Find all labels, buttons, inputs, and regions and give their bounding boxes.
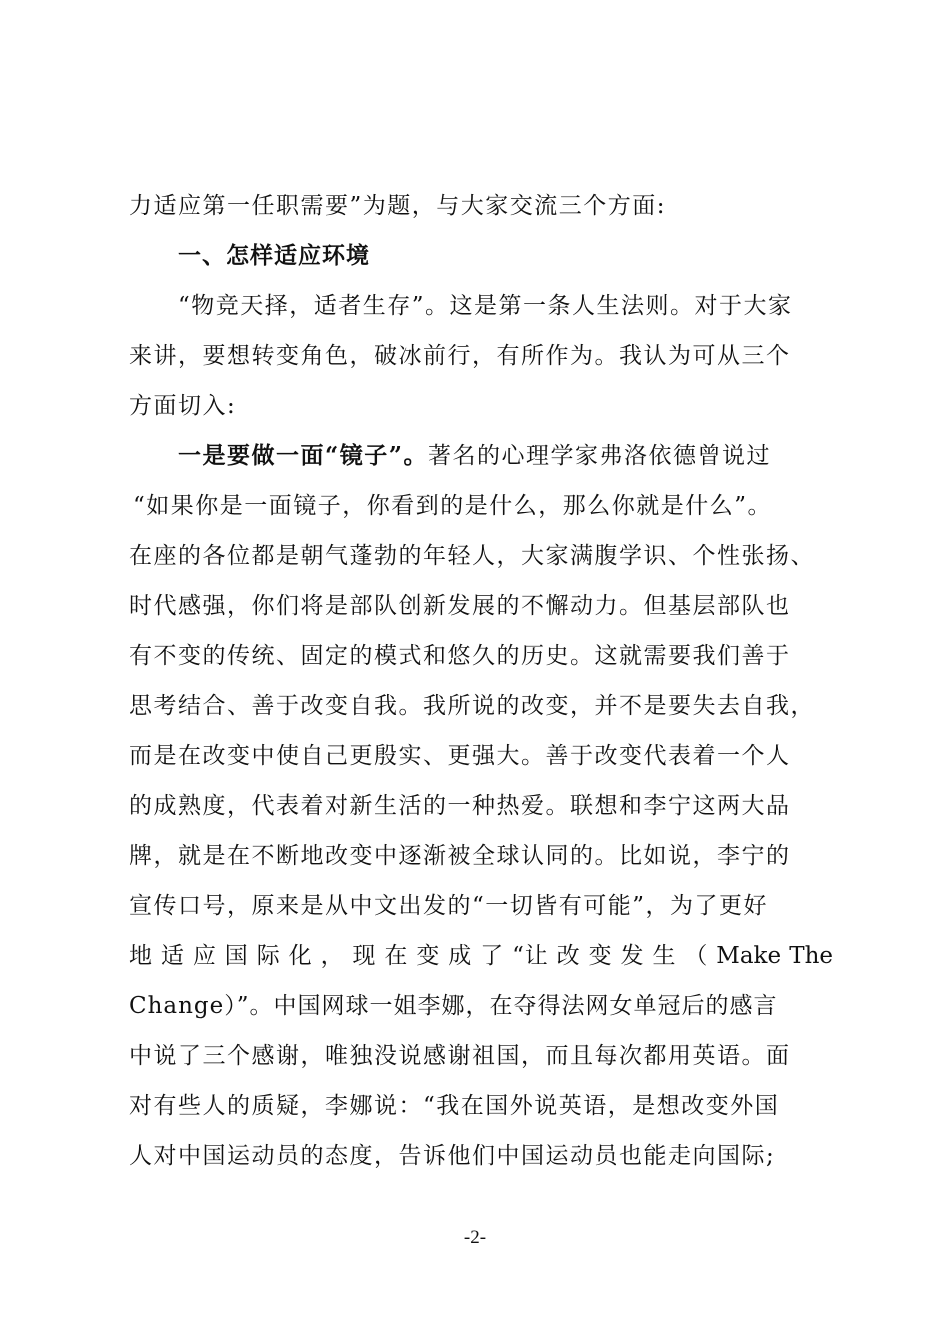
body-text-line: 方面切入:	[129, 393, 237, 419]
body-text-line: 来讲，要想转变角色，破冰前行，有所作为。我认为可从三个	[129, 343, 791, 369]
body-text-line	[178, 441, 833, 471]
body-text-line: 对有些人的质疑，李娜说：“我在国外说英语，是想改变外国	[129, 1093, 780, 1119]
section-heading: 一、怎样适应环境	[178, 242, 370, 269]
body-text-span: 著名的心理学家弗洛依德曾说过	[427, 443, 771, 469]
body-text-line: 中说了三个感谢，唯独没说感谢祖国，而且每次都用英语。面	[129, 1043, 791, 1069]
body-text-line: 思考结合、善于改变自我。我所说的改变，并不是要失去自我，	[129, 693, 815, 719]
body-text-line: 宣传口号，原来是从中文出发的“一切皆有可能”，为了更好	[129, 893, 769, 919]
body-text-line: 的成熟度，代表着对新生活的一种热爱。联想和李宁这两大品	[129, 793, 791, 819]
body-text-line: 力适应第一任职需要”为题，与大家交流三个方面:	[129, 193, 667, 219]
body-text-line: 人对中国运动员的态度，告诉他们中国运动员也能走向国际;	[129, 1143, 776, 1169]
body-text-line: 有不变的传统、固定的模式和悠久的历史。这就需要我们善于	[129, 643, 791, 669]
body-text-line: 在座的各位都是朝气蓬勃的年轻人，大家满腹学识、个性张扬、	[129, 543, 815, 569]
body-text-line: 地 适 应 国 际 化 ， 现 在 变 成 了 “让 改 变 发 生 （ Make The	[129, 943, 833, 969]
body-text-line: Change）”。中国网球一姐李娜，在夺得法网女单冠后的感言	[129, 993, 778, 1019]
body-text-line: 时代感强，你们将是部队创新发展的不懈动力。但基层部队也	[129, 593, 791, 619]
body-text-line: “如果你是一面镜子，你看到的是什么，那么你就是什么”。	[133, 493, 773, 519]
point-heading: 一是要做一面“镜子”。	[178, 442, 428, 469]
body-text-line: “物竞天择，适者生存”。这是第一条人生法则。对于大家	[178, 293, 793, 319]
body-text-line: 牌，就是在不断地改变中逐渐被全球认同的。比如说，李宁的	[129, 843, 791, 869]
body-text-line: 而是在改变中使自己更殷实、更强大。善于改变代表着一个人	[129, 743, 791, 769]
page-number: -2-	[463, 1227, 487, 1248]
